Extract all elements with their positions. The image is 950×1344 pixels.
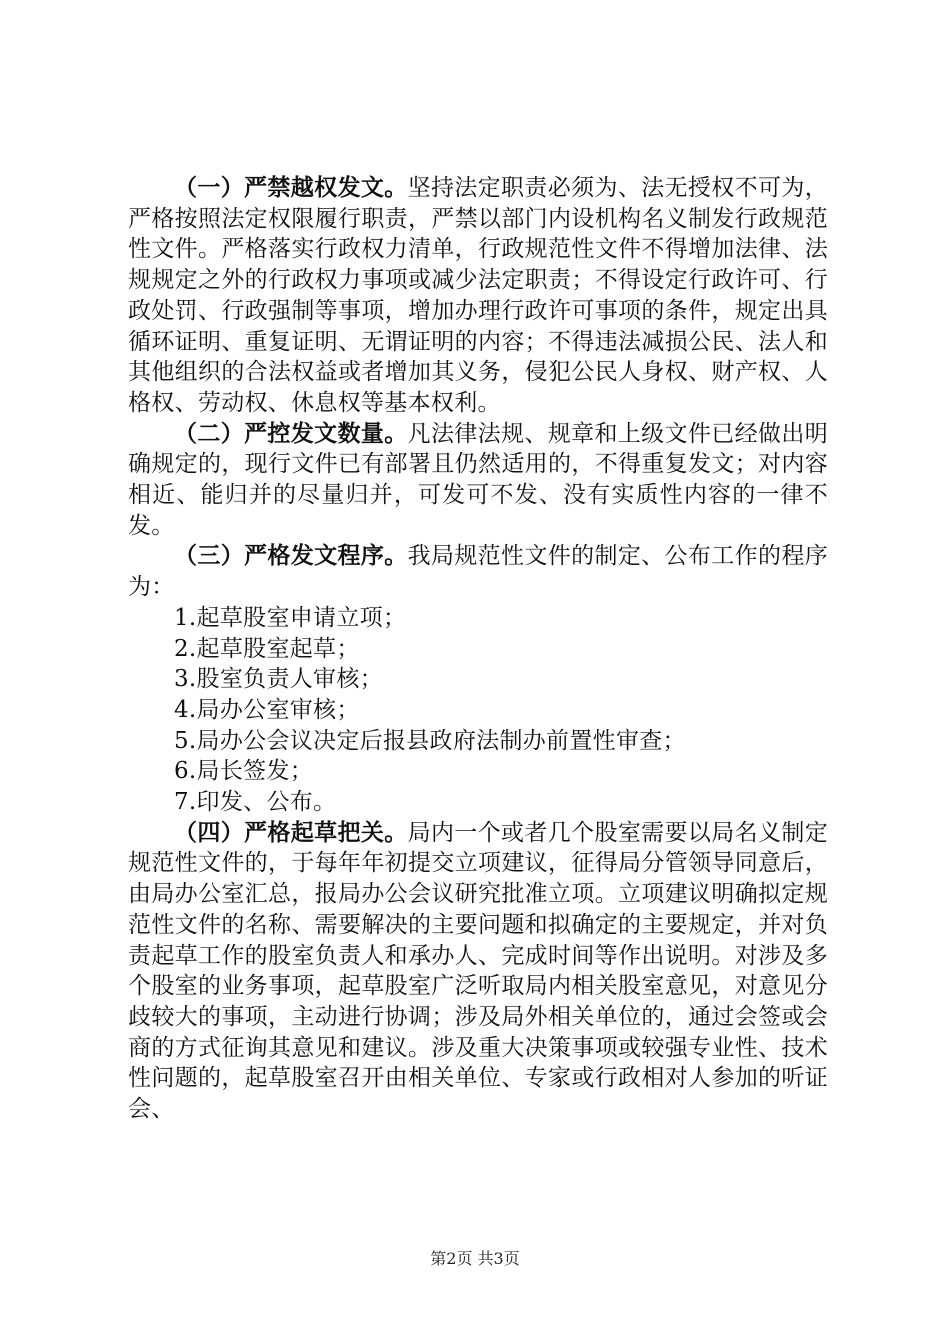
procedure-step: 5.局办公会议决定后报县政府法制办前置性审查； [174,727,686,754]
procedure-step: 1.起草股室申请立项； [174,604,407,631]
procedure-step: 6.局长签发； [174,758,314,785]
section-text-1: 坚持法定职责必须为、法无授权不可为，严格按照法定权限履行职责，严禁以部门内设机构名义制发行政规范性文件。严格落实行政权力清单，行政规范性文件不得增加法律、法规规定之外的行政权力事项或减少法定职责；不得设定行政许可、行政处罚、行政强制等事项，增加办理行政许可事项的条件，规定出具循环证明、重复证明、无谓证明的内容；不得违法减损公民、法人和其他组织的合法权益或者增加其义务，侵犯公民人身权、财产权、人格权、劳动权、休息权等基本权利。 [128,175,828,416]
section-paragraph-2 [128,419,828,542]
procedure-step: 4.局办公室审核； [174,696,360,723]
section-text-4: 局内一个或者几个股室需要以局名义制定规范性文件的，于每年年初提交立项建议，征得局分管领导同意后，由局办公室汇总，报局办公会议研究批准立项。立项建议明确拟定规范性文件的名称、需要解决的主要问题和拟确定的主要规定，并对负责起草工作的股室负责人和承办人、完成时间等作出说明。对涉及多个股室的业务事项，起草股室广泛听取局内相关股室意见，对意见分歧较大的事项，主动进行协调；涉及局外相关单位的，通过会签或会商的方式征询其意见和建议。涉及重大决策事项或较强专业性、技术性问题的，起草股室召开由相关单位、专家或行政相对人参加的听证会、 [128,819,828,1123]
section-heading-3: （三）严格发文程序。 [174,542,408,570]
section-paragraph-4 [128,818,828,1125]
section-heading-1: （一）严禁越权发文。 [174,174,408,201]
page-number-footer: 第2页 共3页 [430,1249,520,1268]
document-body [128,173,828,1125]
section-paragraph-3 [128,541,828,602]
procedure-steps-list [128,603,828,818]
section-text-2: 凡法律法规、规章和上级文件已经做出明确规定的，现行文件已有部署且仍然适用的，不得重复发文；对内容相近、能归并的尽量归并，可发可不发、没有实质性内容的一律不发。 [128,420,828,539]
procedure-step: 2.起草股室起草； [174,635,360,662]
section-heading-2: （二）严控发文数量。 [174,419,408,447]
section-text-3: 我局规范性文件的制定、公布工作的程序为： [128,543,828,601]
procedure-step: 3.股室负责人审核； [174,666,383,693]
section-paragraph-1 [128,173,828,419]
procedure-step: 7.印发、公布。 [174,789,337,816]
section-heading-4: （四）严格起草把关。 [174,818,408,846]
